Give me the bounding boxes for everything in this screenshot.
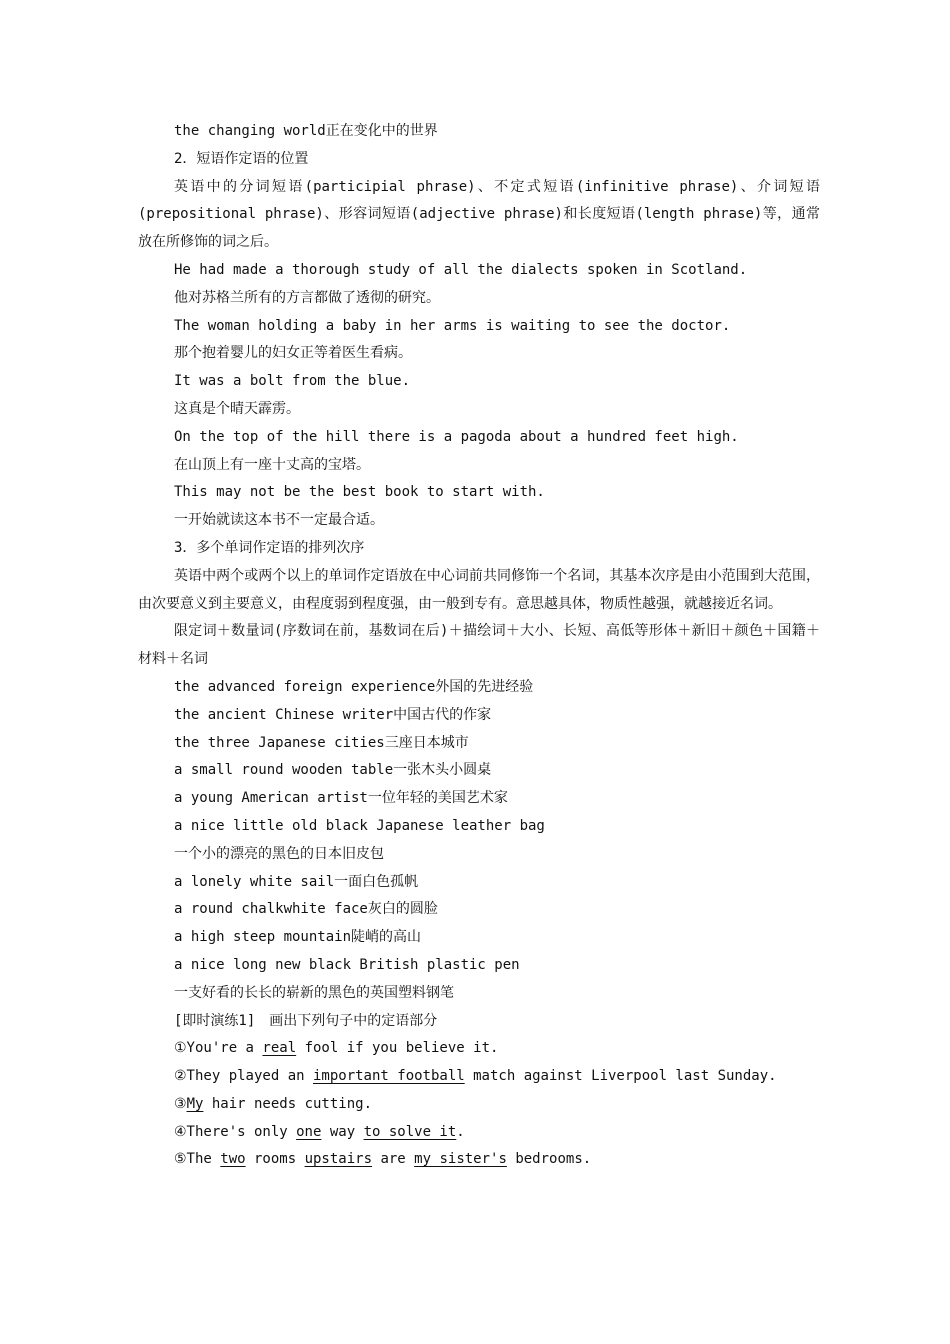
- example-en: On the top of the hill there is a pagoda about a hundred feet high.: [174, 428, 739, 445]
- order-example: a nice little old black Japanese leather bag: [174, 817, 545, 834]
- order-example: a round chalkwhite face灰白的圆脸: [174, 901, 438, 918]
- order-example: the three Japanese cities三座日本城市: [174, 734, 469, 751]
- attributive-underline: my sister's: [414, 1151, 507, 1168]
- attributive-underline: upstairs: [304, 1151, 373, 1168]
- drill-text: fool if you believe it.: [296, 1040, 499, 1057]
- example-zh: 他对苏格兰所有的方言都做了透彻的研究。: [174, 289, 440, 306]
- drill-text: ⑤The: [174, 1151, 221, 1168]
- drill-text: ②They played an: [174, 1068, 313, 1085]
- drill-text: bedrooms.: [506, 1151, 592, 1168]
- attributive-underline: two: [220, 1151, 246, 1168]
- order-example: a lonely white sail一面白色孤帆: [174, 873, 419, 890]
- example-en: It was a bolt from the blue.: [174, 373, 411, 390]
- drill-sentence-1: [138, 1035, 820, 1063]
- order-example: a nice long new black British plastic pen: [174, 956, 520, 973]
- paragraph-order-rule: 英语中两个或两个以上的单词作定语放在中心词前共同修饰一个名词，其基本次序是由小范围到大范围，由次要意义到主要意义，由程度弱到程度强，由一般到专有。意思越具体，物质性越强，就越接近名词。: [138, 567, 820, 612]
- drill-text: .: [456, 1123, 465, 1140]
- drill-text: ④There's only: [174, 1123, 297, 1140]
- example-zh: 这真是个晴天霹雳。: [174, 400, 300, 417]
- section-heading-2: 2．短语作定语的位置: [174, 150, 309, 167]
- paragraph-order-formula: 限定词＋数量词(序数词在前，基数词在后)＋描绘词＋大小、长短、高低等形体＋新旧＋颜色＋国籍＋材料＋名词: [138, 623, 820, 668]
- drill-text: way: [321, 1123, 364, 1140]
- drill-title: [即时演练1] 画出下列句子中的定语部分: [174, 1012, 438, 1029]
- drill-text: are: [372, 1151, 415, 1168]
- example-zh: 一开始就读这本书不一定最合适。: [174, 512, 384, 529]
- example-zh: 在山顶上有一座十丈高的宝塔。: [174, 456, 370, 473]
- example-zh: 那个抱着婴儿的妇女正等着医生看病。: [174, 345, 412, 362]
- drill-text: hair needs cutting.: [203, 1095, 372, 1112]
- drill-sentence-4: [138, 1119, 820, 1147]
- example-en: The woman holding a baby in her arms is waiting to see the doctor.: [174, 317, 731, 334]
- attributive-underline: real: [262, 1040, 297, 1057]
- drill-text: ③: [174, 1095, 187, 1112]
- document-body: [138, 118, 820, 1174]
- order-example: 一个小的漂亮的黑色的日本旧皮包: [174, 845, 384, 862]
- attributive-underline: My: [186, 1095, 204, 1112]
- drill-text: match against Liverpool last Sunday.: [464, 1068, 777, 1085]
- order-example: the advanced foreign experience外国的先进经验: [174, 678, 534, 695]
- drill-sentence-5: [138, 1146, 820, 1174]
- section-heading-3: 3．多个单词作定语的排列次序: [174, 539, 365, 556]
- drill-sentence-3: [138, 1091, 820, 1119]
- drill-sentence-2: [138, 1063, 820, 1091]
- drill-text: rooms: [245, 1151, 305, 1168]
- order-example: a young American artist一位年轻的美国艺术家: [174, 790, 508, 807]
- order-example: a high steep mountain陡峭的高山: [174, 929, 422, 946]
- attributive-underline: one: [296, 1123, 322, 1140]
- example-line: the changing world正在变化中的世界: [174, 123, 438, 139]
- example-en: He had made a thorough study of all the dialects spoken in Scotland.: [174, 261, 748, 278]
- example-en: This may not be the best book to start with.: [174, 484, 545, 501]
- order-example: a small round wooden table一张木头小圆桌: [174, 762, 492, 779]
- drill-text: ①You're a: [174, 1040, 263, 1057]
- paragraph-phrase-attributive: 英语中的分词短语(participial phrase)、不定式短语(infinitive phrase)、介词短语(prepositional phrase)、形容词短语(adjective phrase)和长度短语(length phrase)等，通常放在所修饰的词之后。: [138, 178, 820, 251]
- order-example: 一支好看的长长的崭新的黑色的英国塑料钢笔: [174, 984, 454, 1001]
- attributive-underline: to solve it: [363, 1123, 457, 1140]
- attributive-underline: important football: [312, 1068, 465, 1085]
- order-example: the ancient Chinese writer中国古代的作家: [174, 706, 492, 723]
